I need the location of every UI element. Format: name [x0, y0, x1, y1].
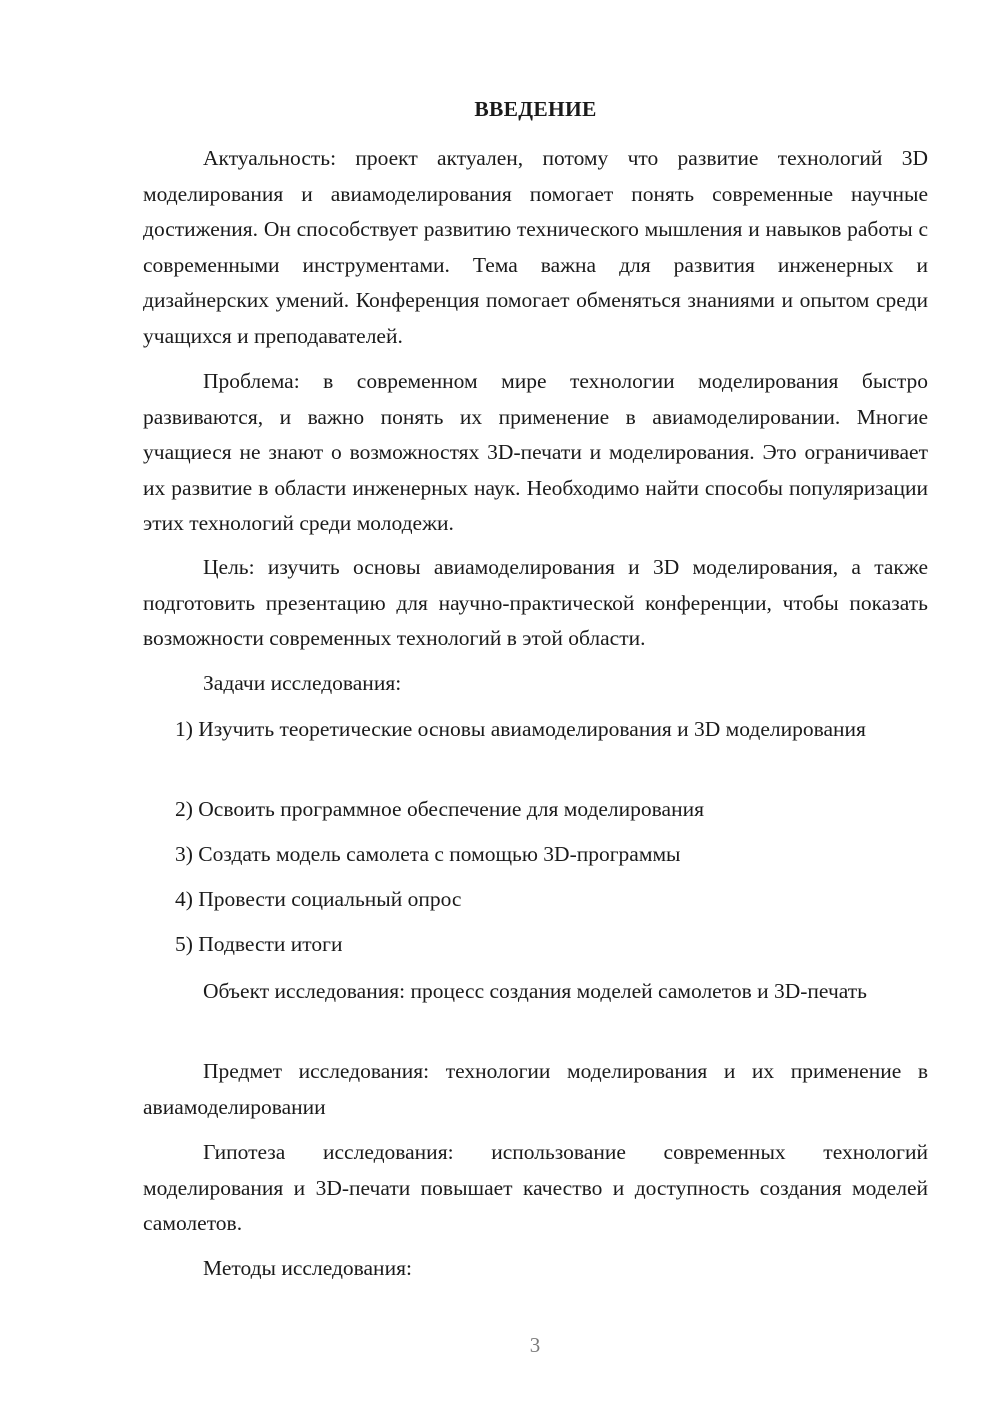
problem-paragraph: Проблема: в современном мире технологии моделирования быстро развиваются, и важно понять их применение в авиамоделировании. Многие учащиеся не знают о возможностях 3D-печати и моделирования. Это ограничивает их развитие в области инженерных наук. Необходимо найти способы популяризации этих технологий среди молодежи.	[143, 369, 928, 535]
task-item-2: 2) Освоить программное обеспечение для моделирования	[175, 797, 704, 821]
page-number: 3	[529, 1333, 541, 1357]
subject-paragraph: Предмет исследования: технологии моделирования и их применение в авиамоделировании	[143, 1059, 928, 1119]
relevance-paragraph: Актуальность: проект актуален, потому что развитие технологий 3D моделирования и авиамоделирования помогает понять современные научные достижения. Он способствует развитию технического мышления и навыков работы с современными инструментами. Тема важна для развития инженерных и дизайнерских умений. Конференция помогает обменяться знаниями и опытом среди учащихся и преподавателей.	[143, 146, 928, 348]
task-item-3: 3) Создать модель самолета с помощью 3D-программы	[175, 842, 681, 866]
page-title: ВВЕДЕНИЕ	[474, 97, 597, 121]
tasks-heading: Задачи исследования:	[203, 671, 402, 695]
hypothesis-paragraph: Гипотеза исследования: использование современных технологий моделирования и 3D-печати повышает качество и доступность создания моделей самолетов.	[143, 1140, 928, 1235]
methods-heading: Методы исследования:	[203, 1256, 412, 1280]
task-item-4: 4) Провести социальный опрос	[175, 887, 462, 911]
task-item-1: 1) Изучить теоретические основы авиамоделирования и 3D моделирования	[175, 717, 866, 741]
object-paragraph: Объект исследования: процесс создания моделей самолетов и 3D-печать	[203, 979, 867, 1003]
goal-paragraph: Цель: изучить основы авиамоделирования и 3D моделирования, а также подготовить презентацию для научно-практической конференции, чтобы показать возможности современных технологий в этой области.	[143, 555, 928, 650]
task-item-5: 5) Подвести итоги	[175, 932, 343, 956]
